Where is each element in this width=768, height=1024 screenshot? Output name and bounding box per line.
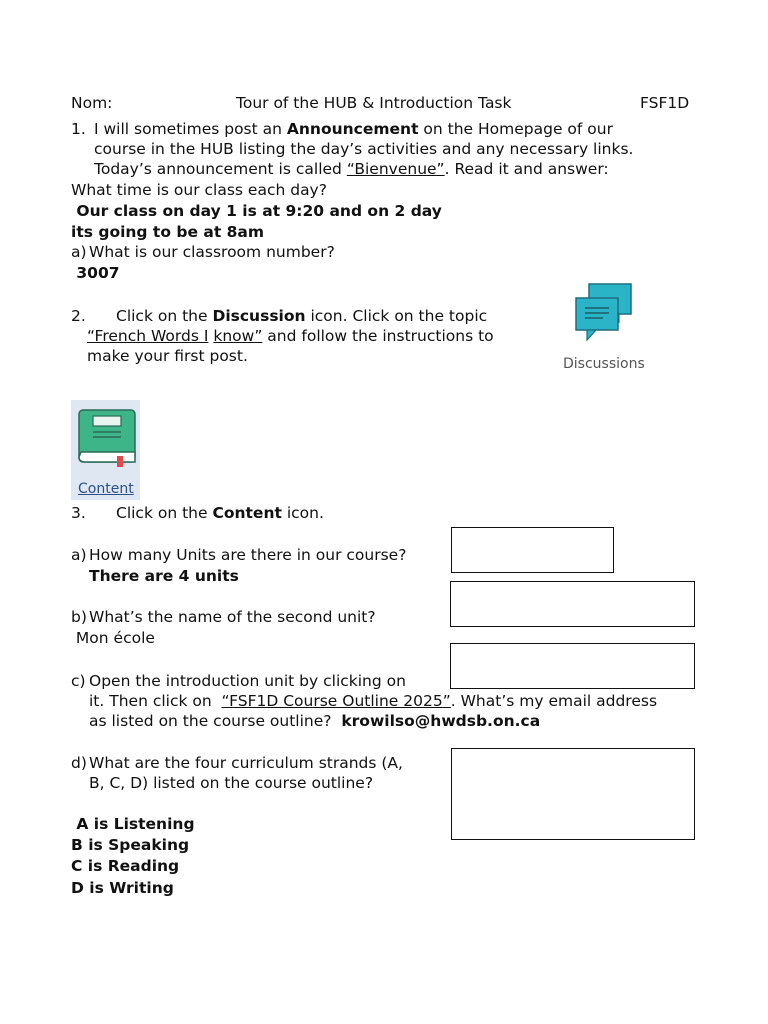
q3c-label: c)	[71, 672, 86, 690]
q3b-question: What’s the name of the second unit?	[89, 608, 376, 626]
q2-line2: “French Words I know” and follow the instructions to	[87, 327, 494, 345]
page-title: Tour of the HUB & Introduction Task	[236, 94, 512, 112]
content-term: Content	[212, 504, 282, 522]
q2-line1: Click on the Discussion icon. Click on the topic	[116, 307, 488, 325]
q3a-answer-box[interactable]	[451, 527, 614, 573]
course-outline-link[interactable]: “FSF1D Course Outline 2025”	[221, 692, 451, 710]
discussions-icon-graphic	[563, 280, 643, 346]
q1a-label: a)	[71, 243, 87, 261]
q3b-answer-box[interactable]	[450, 581, 695, 627]
strand-answer-c: C is Reading	[71, 857, 180, 875]
content-icon-label: Content	[78, 481, 134, 497]
q3c-answer-box[interactable]	[450, 643, 695, 689]
q3-line: Click on the Content icon.	[116, 504, 324, 522]
french-words-link-part1[interactable]: “French Words I	[87, 327, 209, 345]
strand-answer-a: A is Listening	[71, 815, 195, 833]
strand-answer-b: B is Speaking	[71, 836, 190, 854]
q3b-answer: Mon école	[71, 629, 155, 647]
q3b-label: b)	[71, 608, 87, 626]
q1-line3: Today’s announcement is called “Bienvenue”. Read it and answer:	[94, 160, 609, 178]
q1-line2: course in the HUB listing the day’s activities and any necessary links.	[94, 140, 634, 158]
q3a-label: a)	[71, 546, 87, 564]
french-words-link-part2[interactable]: know”	[213, 327, 263, 345]
discussions-icon-label: Discussions	[563, 356, 645, 372]
q3d-answer-box[interactable]	[451, 748, 695, 840]
q1-time-answer-line2: its going to be at 8am	[71, 223, 265, 241]
q1-number: 1.	[71, 120, 86, 138]
q3d-line2: B, C, D) listed on the course outline?	[89, 774, 374, 792]
q1a-answer: 3007	[71, 264, 120, 282]
q1-time-question: What time is our class each day?	[71, 181, 327, 199]
bienvenue-link[interactable]: “Bienvenue”	[346, 160, 445, 178]
discussions-icon[interactable]	[563, 280, 653, 375]
course-code: FSF1D	[640, 94, 690, 112]
discussion-term: Discussion	[212, 307, 306, 325]
q3a-question: How many Units are there in our course?	[89, 546, 407, 564]
announcement-term: Announcement	[286, 120, 419, 138]
q2-line3: make your first post.	[87, 347, 248, 365]
q3c-line3: as listed on the course outline? krowilso@hwdsb.on.ca	[89, 712, 541, 730]
teacher-email: krowilso@hwdsb.on.ca	[341, 712, 541, 730]
strand-answer-d: D is Writing	[71, 879, 174, 897]
q3d-label: d)	[71, 754, 87, 772]
q3-number: 3.	[71, 504, 86, 522]
q3c-line2: it. Then click on “FSF1D Course Outline 2025”. What’s my email address	[89, 692, 658, 710]
q2-number: 2.	[71, 307, 86, 325]
q1-line1: I will sometimes post an Announcement on the Homepage of our	[94, 120, 613, 138]
q3d-line1: What are the four curriculum strands (A,	[89, 754, 403, 772]
q3a-answer: There are 4 units	[89, 567, 239, 585]
q3c-line1: Open the introduction unit by clicking on	[89, 672, 406, 690]
book-icon	[71, 400, 140, 472]
nom-label: Nom:	[71, 94, 113, 112]
q1a-question: What is our classroom number?	[89, 243, 335, 261]
content-icon[interactable]	[71, 400, 140, 500]
q1-time-answer-line1: Our class on day 1 is at 9:20 and on 2 day	[71, 202, 442, 220]
